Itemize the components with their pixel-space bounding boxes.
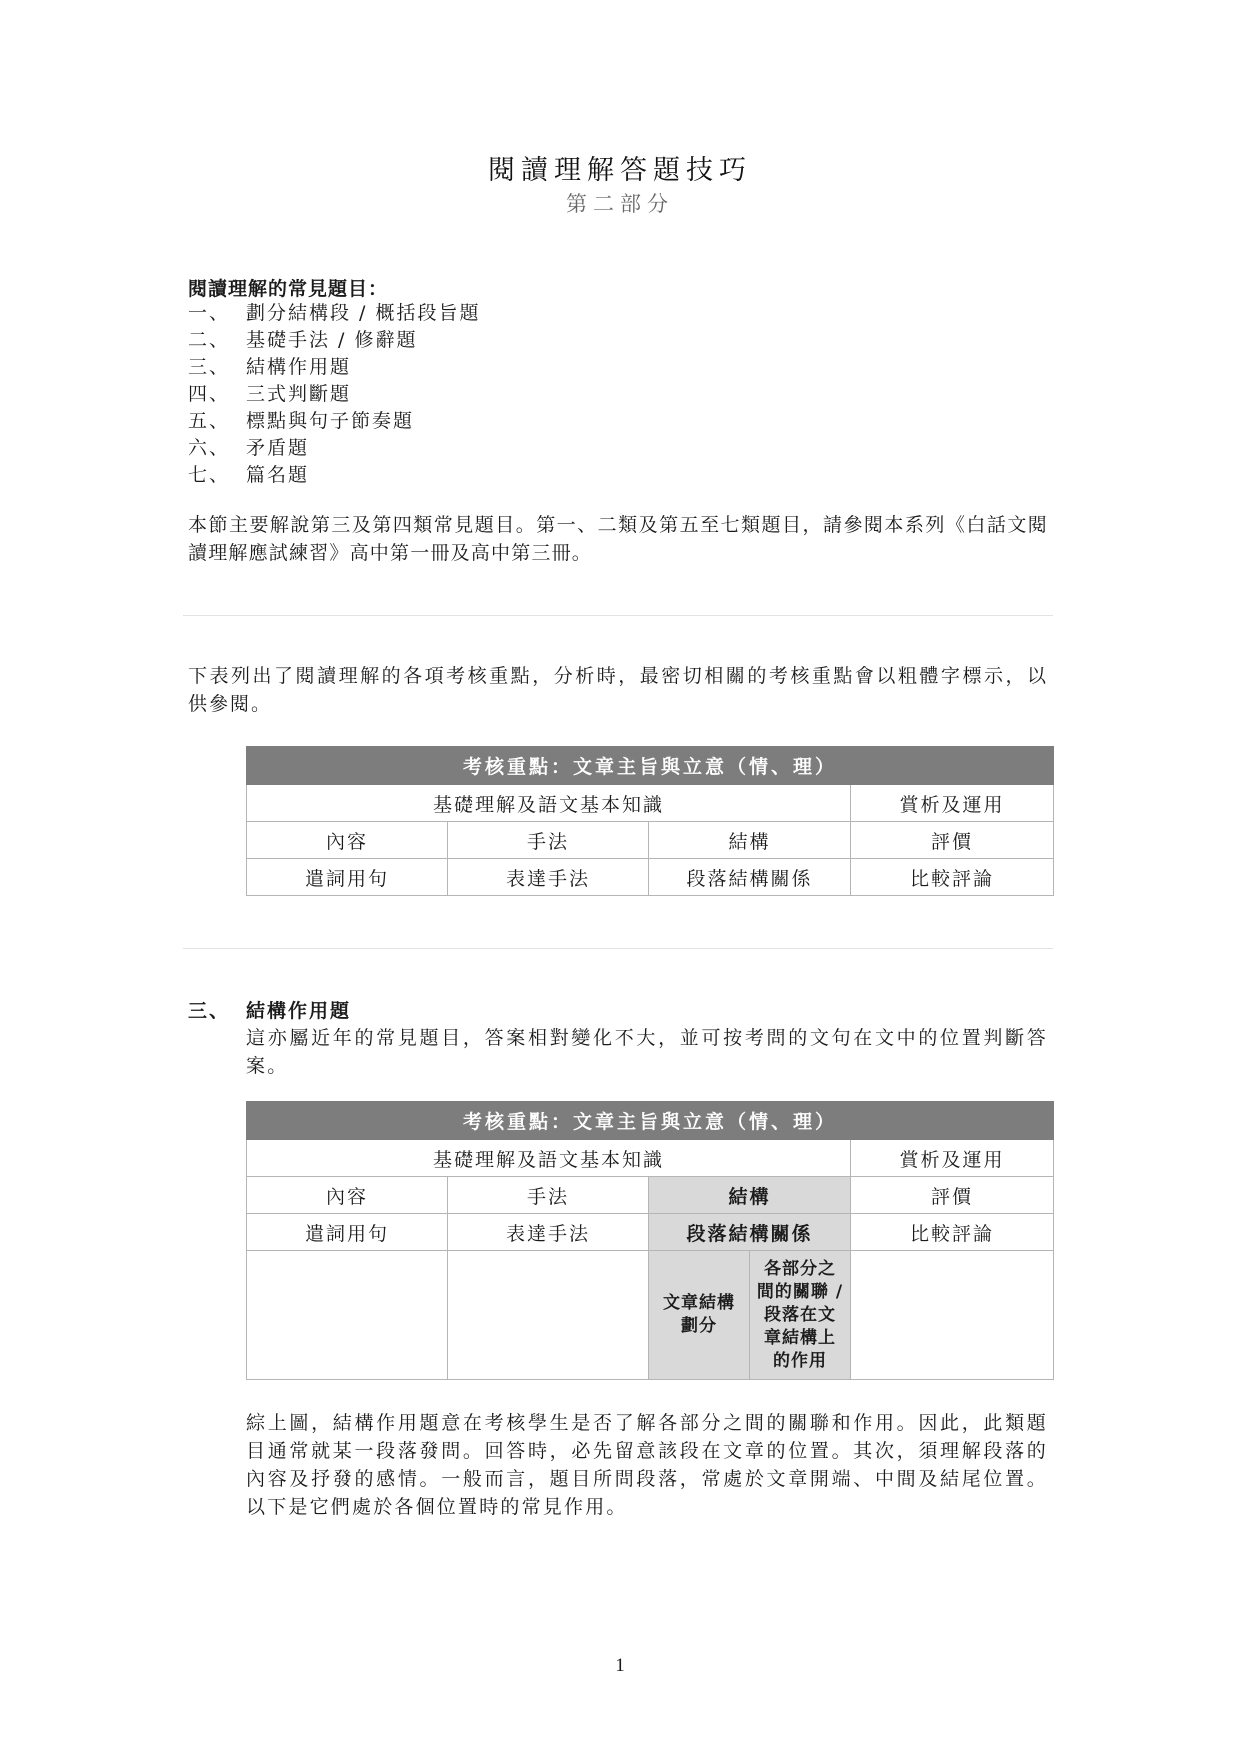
list-item-number: 二、 [188, 329, 231, 351]
table-sub-cell-structure-division: 文章結構劃分 [649, 1251, 750, 1380]
table-detail-cell: 表達手法 [448, 1214, 649, 1251]
section-3-description: 這亦屬近年的常見題目，答案相對變化不大，並可按考問的文句在文中的位置判斷答案。 [246, 1027, 1048, 1077]
list-item [188, 408, 480, 435]
section-3-title: 結構作用題 [246, 1000, 352, 1022]
table-detail-cell: 遣詞用句 [247, 859, 448, 896]
table-category-cell: 評價 [851, 1177, 1054, 1214]
list-item-text: 基礎手法 / 修辭題 [246, 329, 418, 351]
list-item-number: 五、 [188, 410, 231, 432]
table-category-cell: 內容 [247, 822, 448, 859]
list-item-text: 篇名題 [246, 464, 310, 486]
table-category-cell: 評價 [851, 822, 1054, 859]
summary-paragraph: 綜上圖，結構作用題意在考核學生是否了解各部分之間的關聯和作用。因此，此類題目通常就某一段落發問。回答時，必先留意該段在文章的位置。其次，須理解段落的內容及抒發的感情。一般而言，題目所問段落，常處於文章開端、中間及結尾位置。以下是它們處於各個位置時的常見作用。 [246, 1412, 1048, 1518]
section-divider [183, 615, 1053, 616]
list-item [188, 381, 480, 408]
list-item-text: 劃分結構段 / 概括段旨題 [246, 302, 481, 324]
list-item-number: 一、 [188, 302, 231, 324]
list-item [188, 354, 480, 381]
table-intro-paragraph: 下表列出了閱讀理解的各項考核重點，分析時，最密切相關的考核重點會以粗體字標示，以供參閱。 [188, 665, 1048, 715]
table-sub-cell-structure-relation: 各部分之間的關聯 / 段落在文章結構上的作用 [750, 1251, 851, 1380]
section-divider [183, 948, 1053, 949]
table-detail-cell: 表達手法 [448, 859, 649, 896]
page-subtitle: 第二部分 [566, 192, 674, 216]
table-header: 考核重點：文章主旨與立意（情、理） [247, 1102, 1054, 1140]
table-group-right: 賞析及運用 [851, 785, 1054, 822]
table-detail-cell-highlighted: 段落結構關係 [649, 1214, 851, 1251]
list-item [188, 462, 480, 489]
list-item-text: 標點與句子節奏題 [246, 410, 415, 432]
page-title: 閱讀理解答題技巧 [488, 155, 752, 186]
list-item [188, 300, 480, 327]
table-empty-cell [851, 1251, 1054, 1380]
table-category-cell: 結構 [649, 822, 851, 859]
table-empty-cell [247, 1251, 448, 1380]
list-item [188, 327, 480, 354]
list-item-text: 矛盾題 [246, 437, 310, 459]
list-item-text: 結構作用題 [246, 356, 352, 378]
table-category-cell: 內容 [247, 1177, 448, 1214]
assessment-table-2 [246, 1101, 1054, 1380]
list-item-number: 三、 [188, 356, 231, 378]
list-item [188, 435, 480, 462]
table-detail-cell: 遣詞用句 [247, 1214, 448, 1251]
assessment-table-1 [246, 746, 1054, 896]
table-category-cell-highlighted: 結構 [649, 1177, 851, 1214]
table-detail-cell: 比較評論 [851, 1214, 1054, 1251]
table-detail-cell: 段落結構關係 [649, 859, 851, 896]
table-detail-cell: 比較評論 [851, 859, 1054, 896]
page-number: 1 [615, 1655, 625, 1676]
common-questions-list [188, 300, 480, 489]
table-group-left: 基礎理解及語文基本知識 [247, 1140, 851, 1177]
table-empty-cell [448, 1251, 649, 1380]
list-item-text: 三式判斷題 [246, 383, 352, 405]
table-category-cell: 手法 [448, 822, 649, 859]
table-header: 考核重點：文章主旨與立意（情、理） [247, 747, 1054, 785]
section-3-number: 三、 [188, 1000, 231, 1022]
list-item-number: 六、 [188, 437, 231, 459]
common-questions-heading: 閱讀理解的常見題目： [188, 278, 389, 300]
list-item-number: 七、 [188, 464, 231, 486]
intro-paragraph: 本節主要解說第三及第四類常見題目。第一、二類及第五至七類題目，請參閱本系列《白話文閱讀理解應試練習》高中第一冊及高中第三冊。 [188, 514, 1048, 564]
table-category-cell: 手法 [448, 1177, 649, 1214]
list-item-number: 四、 [188, 383, 231, 405]
table-group-left: 基礎理解及語文基本知識 [247, 785, 851, 822]
table-group-right: 賞析及運用 [851, 1140, 1054, 1177]
